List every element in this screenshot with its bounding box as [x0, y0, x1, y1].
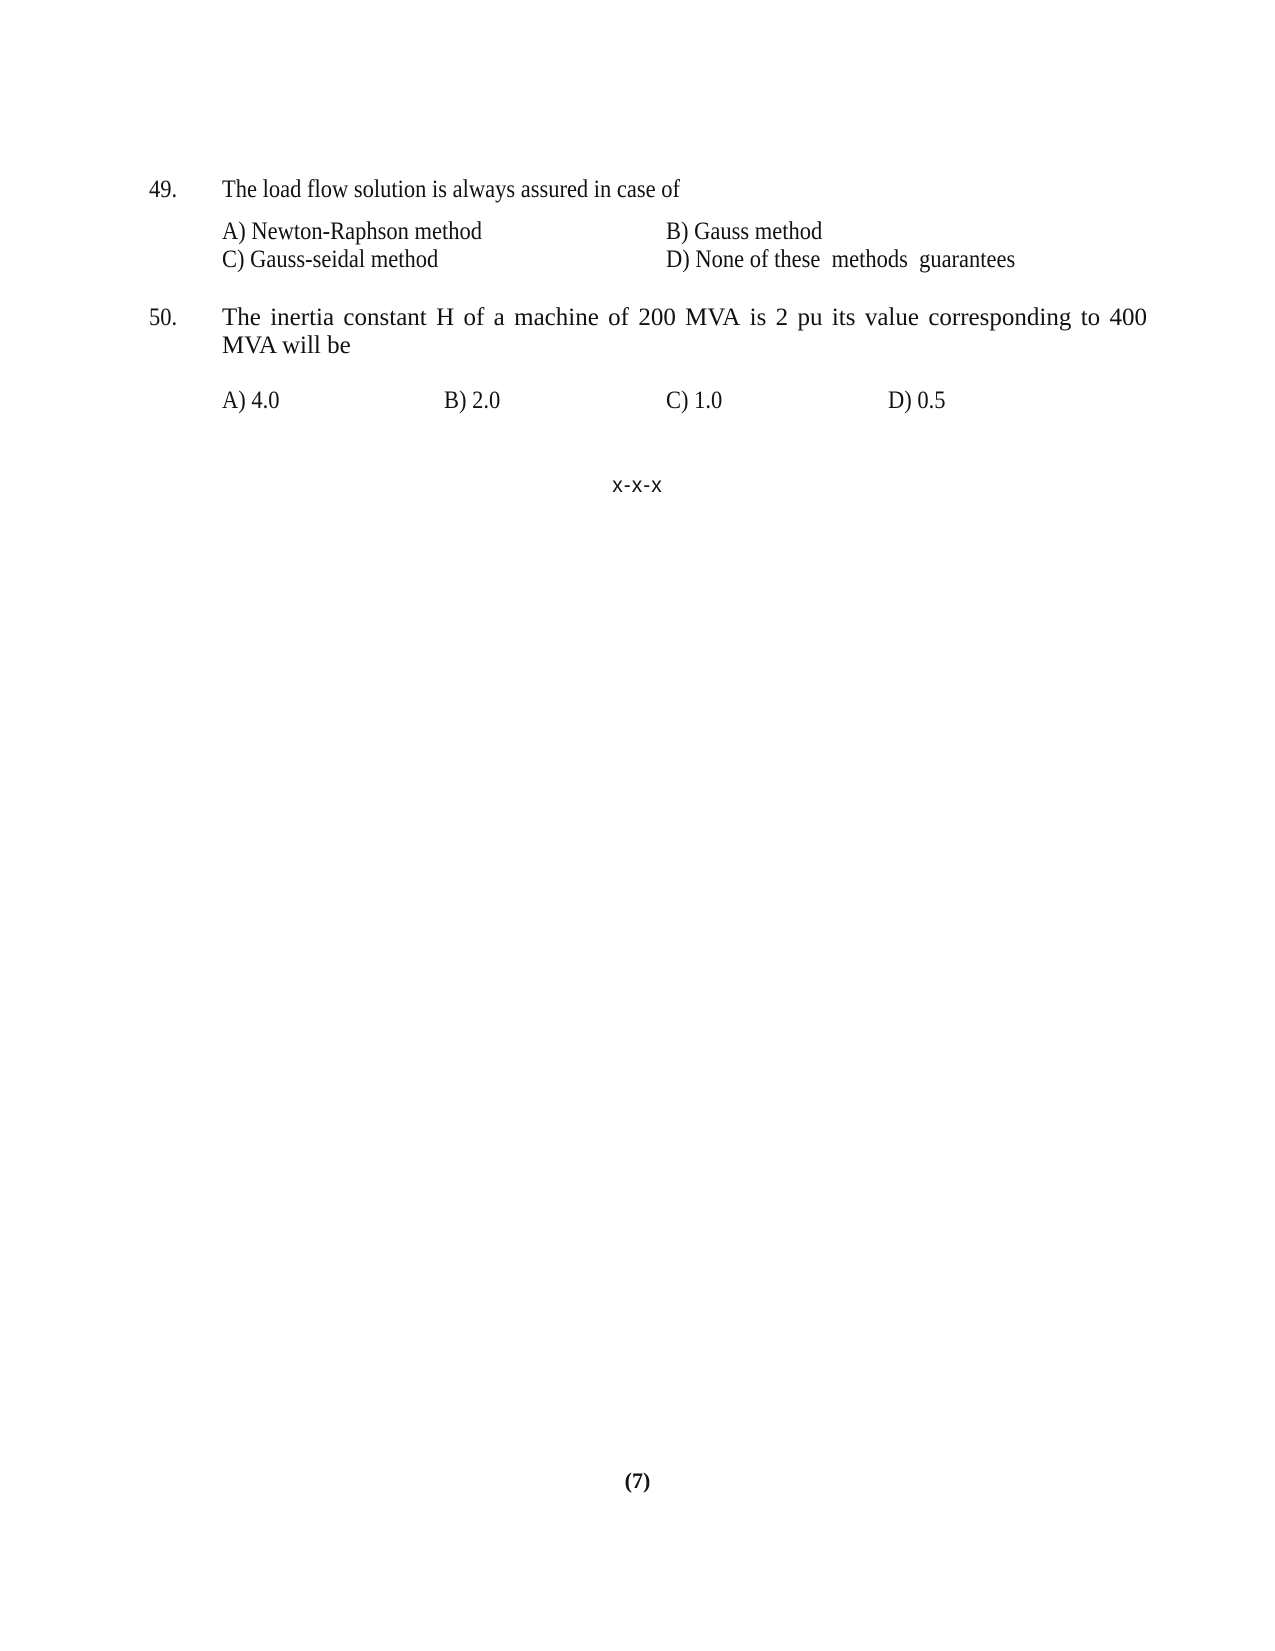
page-number: (7)	[624, 1468, 651, 1493]
question-word: 400	[1109, 304, 1147, 331]
option-a: A) Newton-Raphson method	[222, 218, 482, 245]
question-word: to	[1080, 304, 1101, 331]
question-text-line-1	[222, 304, 1147, 332]
option-d: D) None of these methods guarantees	[666, 246, 1016, 273]
question-word: of	[463, 304, 485, 331]
question-word: The	[222, 304, 261, 331]
question-text: The load flow solution is always assured in case of	[222, 176, 681, 203]
question-word: pu	[797, 304, 823, 331]
question-word: corresponding	[928, 304, 1072, 331]
question-word: of	[608, 304, 629, 331]
question-number: 49.	[149, 176, 178, 203]
question-word: H	[436, 304, 455, 331]
question-word: its	[831, 304, 856, 331]
question-number: 50.	[149, 304, 178, 331]
question-word: MVA	[685, 304, 741, 331]
question-word: machine	[514, 304, 599, 331]
option-b: B) Gauss method	[666, 218, 823, 245]
question-text-line-2: MVA will be	[222, 332, 351, 359]
question-word: 2	[775, 304, 789, 331]
question-word: constant	[343, 304, 427, 331]
question-word: a	[493, 304, 505, 331]
question-word: inertia	[270, 304, 335, 331]
option-c: C) Gauss-seidal method	[222, 246, 439, 273]
question-text	[222, 304, 1147, 360]
question-word: 200	[638, 304, 676, 331]
option-a: A) 4.0	[222, 387, 280, 414]
option-d: D) 0.5	[888, 387, 946, 414]
option-b: B) 2.0	[444, 387, 501, 414]
option-c: C) 1.0	[666, 387, 723, 414]
question-word: value	[864, 304, 919, 331]
question-word: is	[749, 304, 767, 331]
end-mark: x-x-x	[612, 474, 663, 497]
